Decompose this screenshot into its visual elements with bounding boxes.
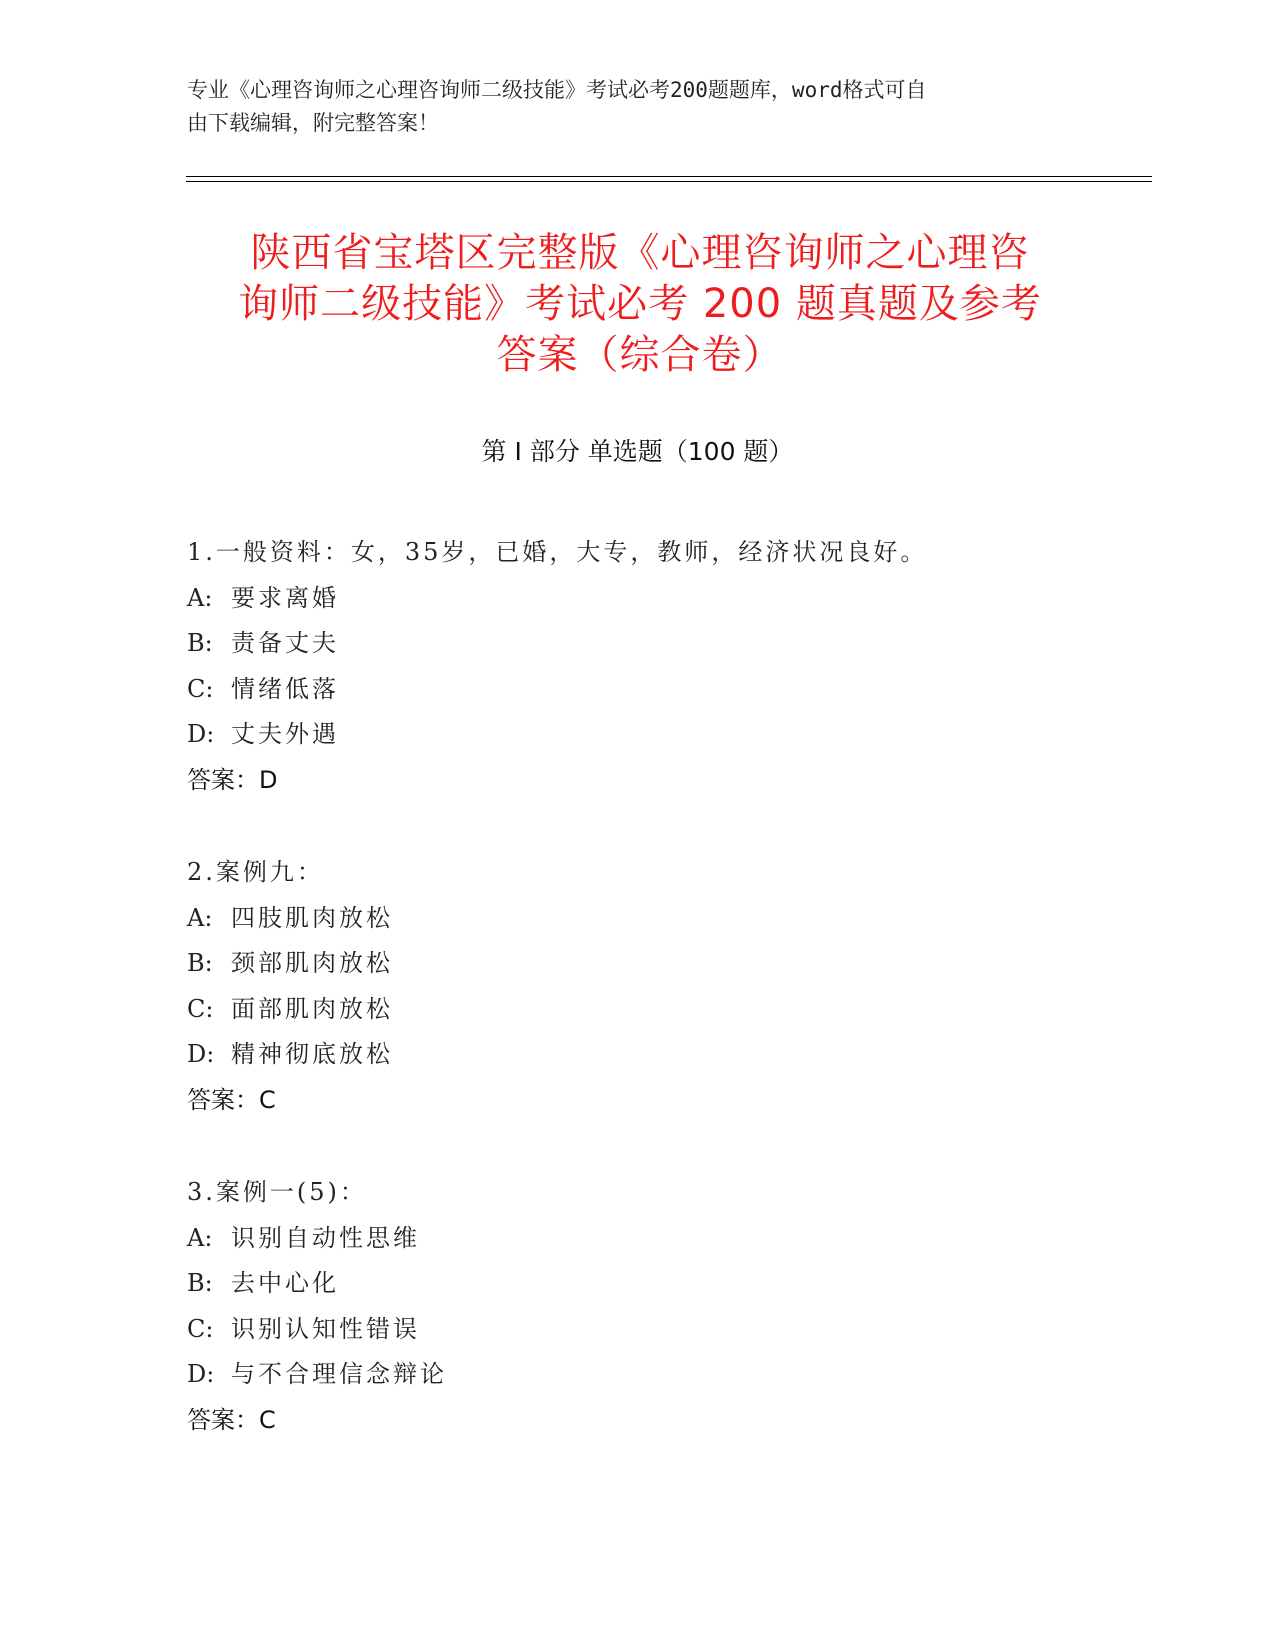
- option-a: [187, 576, 1087, 622]
- option-key: D:: [187, 1360, 215, 1388]
- answer-value: C: [259, 1085, 276, 1114]
- option-key: A:: [187, 903, 213, 932]
- answer-value: D: [259, 765, 278, 794]
- option-key: C:: [187, 1314, 214, 1343]
- header-divider: [186, 176, 1152, 177]
- section-title: 第 I 部分 单选题（100 题）: [481, 437, 794, 466]
- option-text: 识别自动性思维: [231, 1223, 420, 1252]
- option-a: [187, 896, 1087, 942]
- option-b: [187, 941, 1087, 987]
- option-text: 四肢肌肉放松: [231, 903, 393, 932]
- question-stem: 2.案例九：: [187, 858, 324, 886]
- option-text: 与不合理信念辩论: [231, 1360, 447, 1388]
- option-key: C:: [187, 994, 214, 1023]
- option-c: [187, 987, 1087, 1033]
- option-text: 识别认知性错误: [231, 1314, 420, 1343]
- option-key: B:: [187, 949, 213, 977]
- option-key: C:: [187, 674, 214, 703]
- option-c: [187, 667, 1087, 713]
- header-note-line: 由下载编辑，附完整答案！: [187, 111, 439, 135]
- option-b: [187, 1261, 1087, 1307]
- answer-line: [187, 1398, 1087, 1444]
- option-text: 去中心化: [231, 1269, 339, 1297]
- answer-label: 答案：: [187, 765, 259, 794]
- option-text: 丈夫外遇: [231, 720, 339, 748]
- option-b: [187, 621, 1087, 667]
- question-block: [187, 1170, 1087, 1443]
- answer-value: C: [259, 1405, 276, 1434]
- option-d: [187, 1032, 1087, 1078]
- option-text: 责备丈夫: [231, 629, 339, 657]
- document-title-line: 答案（综合卷）: [496, 332, 784, 378]
- option-key: A:: [187, 1223, 213, 1252]
- document-title: [190, 228, 1090, 381]
- option-text: 颈部肌肉放松: [231, 949, 393, 977]
- document-title-line: 询师二级技能》考试必考 200 题真题及参考: [238, 281, 1042, 327]
- answer-line: [187, 758, 1087, 804]
- header-divider: [186, 181, 1152, 182]
- question-block: [187, 850, 1087, 1123]
- option-d: [187, 712, 1087, 758]
- header-note: [187, 74, 1067, 140]
- option-key: A:: [187, 583, 213, 612]
- question-stem: 3.案例一(5)：: [187, 1178, 367, 1206]
- document-title-line: 陕西省宝塔区完整版《心理咨询师之心理咨: [250, 230, 1030, 276]
- option-key: B:: [187, 1269, 213, 1297]
- option-key: D:: [187, 720, 215, 748]
- option-text: 情绪低落: [231, 674, 339, 703]
- question-stem: 1.一般资料：女，35岁，已婚，大专，教师，经济状况良好。: [187, 538, 928, 566]
- option-c: [187, 1307, 1087, 1353]
- answer-label: 答案：: [187, 1405, 259, 1434]
- option-d: [187, 1352, 1087, 1398]
- option-key: B:: [187, 629, 213, 657]
- option-a: [187, 1216, 1087, 1262]
- answer-label: 答案：: [187, 1085, 259, 1114]
- header-note-line: 专业《心理咨询师之心理咨询师二级技能》考试必考200题题库，word格式可自: [187, 78, 927, 102]
- option-text: 精神彻底放松: [231, 1040, 393, 1068]
- option-key: D:: [187, 1040, 215, 1068]
- option-text: 要求离婚: [231, 583, 339, 612]
- option-text: 面部肌肉放松: [231, 994, 393, 1023]
- answer-line: [187, 1078, 1087, 1124]
- question-block: [187, 530, 1087, 803]
